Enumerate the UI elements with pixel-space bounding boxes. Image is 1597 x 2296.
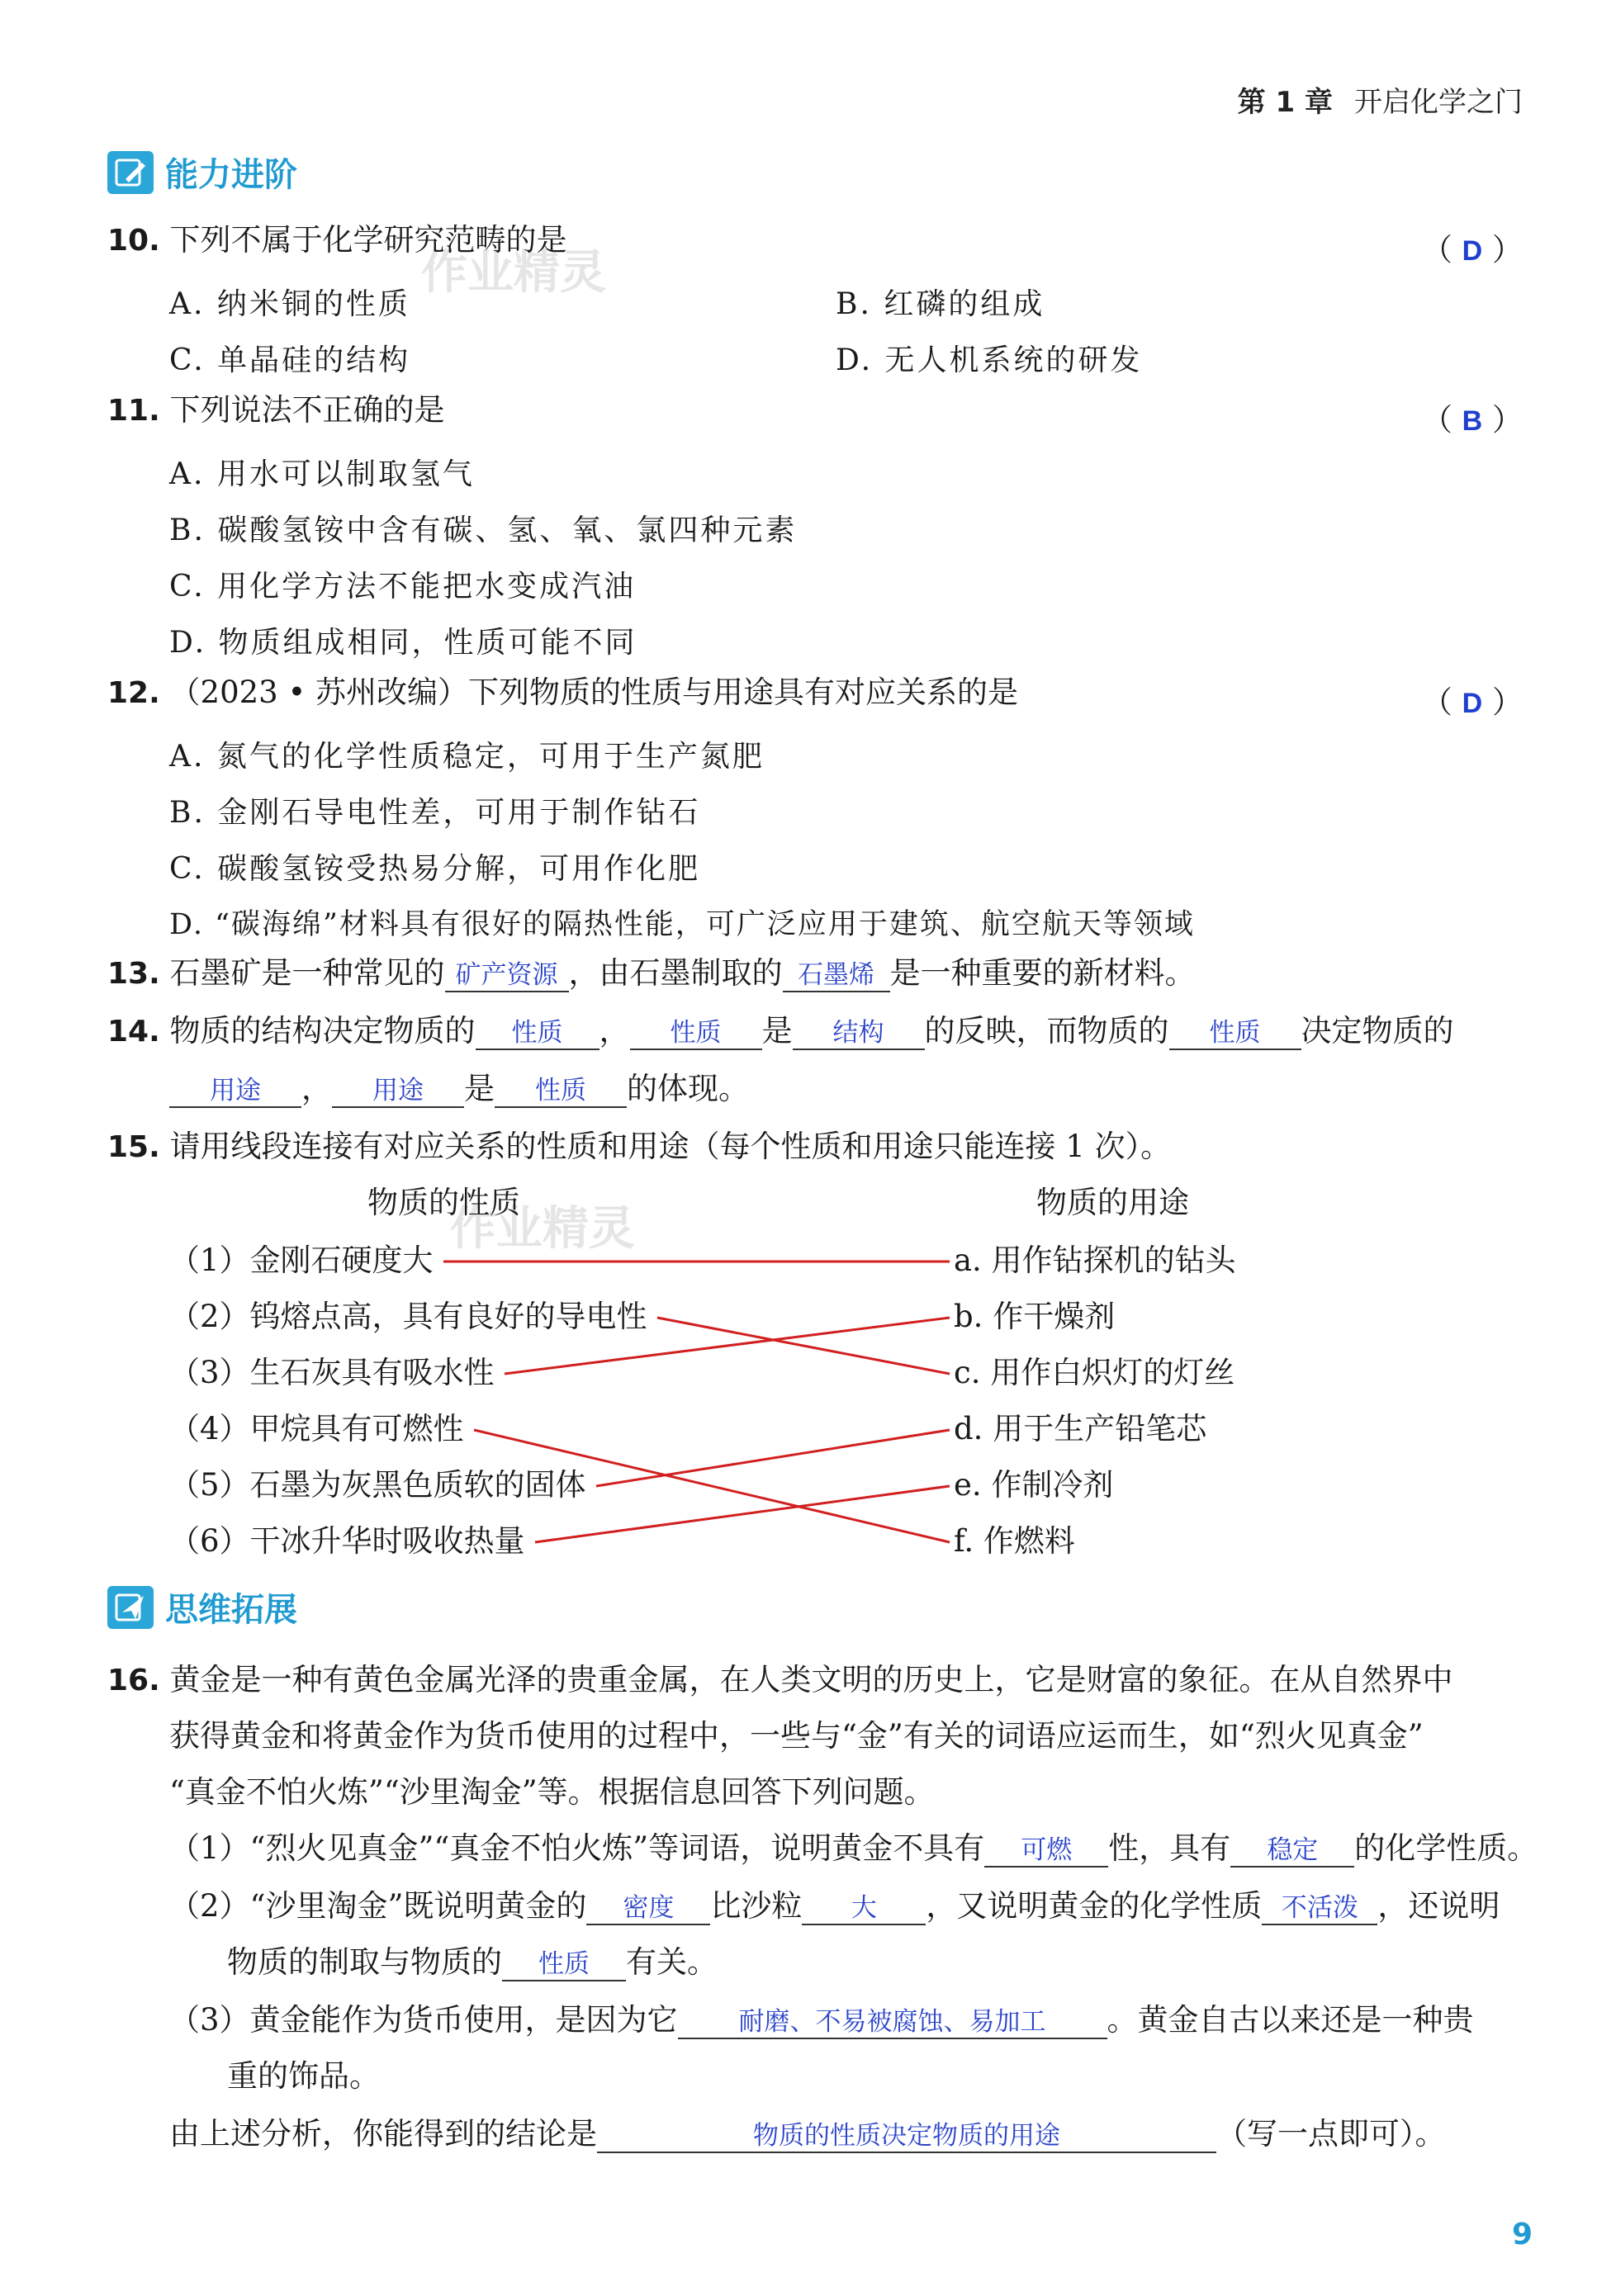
question-stem: 获得黄金和将黄金作为货币使用的过程中，一些与“金”有关的词语应运而生，如“烈火见真金” — [169, 1718, 1424, 1754]
question-number: 13. — [107, 957, 160, 991]
use-item-a: a. 用作钻探机的钻头 — [954, 1243, 1236, 1278]
text: 物质的结构决定物质的 — [169, 1013, 476, 1049]
section-title: 思维拓展 — [165, 1591, 297, 1629]
fill-blank: 结构 — [793, 1018, 925, 1050]
text: 是一种重要的新材料。 — [889, 955, 1196, 991]
property-item-4: （4）甲烷具有可燃性 — [169, 1411, 464, 1446]
sub-question-1 — [169, 1830, 1538, 1868]
question-stem: 下列不属于化学研究范畴的是 — [169, 222, 567, 258]
text: 比沙粒 — [710, 1888, 803, 1924]
option-c: C. 碳酸氢铵受热易分解，可用作化肥 — [169, 852, 701, 886]
text: 由上述分析，你能得到的结论是 — [169, 2116, 597, 2152]
text: （1）“烈火见真金”“真金不怕火炼”等词语，说明黄金不具有 — [169, 1830, 985, 1866]
option-d: D. 无人机系统的研发 — [836, 343, 1143, 377]
use-item-f: f. 作燃料 — [954, 1523, 1075, 1559]
sub-question-3 — [169, 2002, 1474, 2039]
question-stem: （2023 • 苏州改编）下列物质的性质与用途具有对应关系的是 — [169, 675, 1019, 710]
match-line-4-f — [474, 1430, 950, 1542]
text: 的反映，而物质的 — [924, 1013, 1169, 1049]
option-d: D. 物质组成相同，性质可能不同 — [169, 626, 637, 660]
text: 石墨矿是一种常见的 — [169, 955, 445, 991]
text: （写一点即可）。 — [1216, 2116, 1446, 2152]
fill-blank: 性质 — [630, 1018, 762, 1050]
fill-blank: 性质 — [495, 1076, 627, 1108]
watermark: 作业精灵 — [421, 246, 606, 300]
question-number: 16. — [107, 1664, 160, 1697]
fill-blank: 性质 — [1169, 1018, 1301, 1050]
fill-blank: 用途 — [169, 1076, 301, 1108]
option-c: C. 单晶硅的结构 — [169, 343, 411, 377]
text: （2）“沙里淘金”既说明黄金的 — [169, 1888, 587, 1924]
question-stem: 请用线段连接有对应关系的性质和用途（每个性质和用途只能连接 1 次）。 — [169, 1129, 1172, 1164]
option-d: D. “碳海绵”材料具有很好的隔热性能，可广泛应用于建筑、航空航天等领域 — [169, 908, 1195, 941]
sub-question-3-cont: 重的饰品。 — [227, 2058, 380, 2094]
text: 的体现。 — [627, 1071, 749, 1106]
question-stem: 下列说法不正确的是 — [169, 392, 445, 428]
option-a: A. 纳米铜的性质 — [169, 287, 410, 321]
option-b: B. 碳酸氢铵中含有碳、氢、氧、氯四种元素 — [169, 514, 798, 547]
fill-blank: 性质 — [476, 1018, 599, 1050]
text: ， — [301, 1071, 332, 1106]
fill-blank: 可燃 — [984, 1835, 1108, 1868]
answer-box: （ D ） — [1421, 232, 1523, 267]
text: ，还说明 — [1377, 1888, 1500, 1924]
text: 性，具有 — [1108, 1830, 1231, 1866]
text: 物质的制取与物质的 — [227, 1944, 502, 1980]
fill-blank: 性质 — [502, 1949, 626, 1981]
question-stem: “真金不怕火炼”“沙里淘金”等。根据信息回答下列问题。 — [169, 1774, 935, 1810]
answer: D — [1462, 688, 1483, 719]
question-number: 11. — [107, 394, 160, 428]
option-a: A. 氮气的化学性质稳定，可用于生产氮肥 — [169, 740, 765, 774]
property-item-6: （6）干冰升华时吸收热量 — [169, 1523, 525, 1559]
question-number: 12. — [107, 676, 160, 710]
text: 有关。 — [626, 1944, 718, 1980]
use-item-e: e. 作制冷剂 — [954, 1467, 1114, 1503]
text: ， — [599, 1013, 630, 1049]
text: ，由石墨制取的 — [568, 955, 783, 991]
text: ，又说明黄金的化学性质 — [926, 1888, 1263, 1924]
answer: B — [1462, 405, 1483, 437]
section-title: 能力进阶 — [165, 156, 297, 194]
fill-blank: 矿产资源 — [445, 960, 569, 992]
option-c: C. 用化学方法不能把水变成汽油 — [169, 570, 637, 604]
text: 的化学性质。 — [1354, 1830, 1538, 1866]
answer: D — [1462, 235, 1483, 267]
text: 是 — [464, 1071, 495, 1106]
property-item-5: （5）石墨为灰黑色质软的固体 — [169, 1467, 586, 1503]
fill-blank: 物质的性质决定物质的用途 — [597, 2121, 1216, 2153]
property-item-2: （2）钨熔点高，具有良好的导电性 — [169, 1299, 647, 1334]
sub-question-2-cont — [227, 1944, 718, 1981]
fill-blank: 耐磨、不易被腐蚀、易加工 — [678, 2007, 1107, 2039]
use-item-b: b. 作干燥剂 — [954, 1299, 1116, 1334]
watermark: 作业精灵 — [450, 1202, 635, 1256]
fill-blank: 用途 — [332, 1076, 464, 1108]
question-stem: 黄金是一种有黄色金属光泽的贵重金属，在人类文明的历史上，它是财富的象征。在从自然界中 — [169, 1662, 1453, 1697]
answer-box: （ D ） — [1421, 684, 1523, 720]
right-column-header: 物质的用途 — [1036, 1185, 1189, 1220]
text: 。黄金自古以来还是一种贵 — [1107, 2002, 1474, 2038]
use-item-c: c. 用作白炽灯的灯丝 — [954, 1355, 1235, 1390]
property-item-1: （1）金刚石硬度大 — [169, 1243, 434, 1278]
option-b: B. 金刚石导电性差，可用于制作钻石 — [169, 796, 701, 830]
match-line-5-d — [596, 1430, 950, 1486]
answer-box: （ B ） — [1421, 402, 1523, 438]
question-number: 10. — [107, 224, 160, 258]
question-number: 15. — [107, 1130, 160, 1164]
use-item-d: d. 用于生产铅笔芯 — [954, 1411, 1207, 1446]
fill-blank: 不活泼 — [1262, 1893, 1377, 1925]
fill-blank: 密度 — [586, 1893, 710, 1925]
page-number: 9 — [1511, 2218, 1533, 2251]
option-a: A. 用水可以制取氢气 — [169, 457, 475, 491]
match-line-2-c — [657, 1318, 950, 1374]
fill-blank: 稳定 — [1230, 1835, 1354, 1868]
property-item-3: （3）生石灰具有吸水性 — [169, 1355, 495, 1390]
question-number: 14. — [107, 1015, 160, 1049]
option-b: B. 红磷的组成 — [836, 287, 1045, 321]
text: 决定物质的 — [1301, 1013, 1454, 1049]
plane-icon — [107, 1586, 154, 1629]
chapter-title: 开启化学之门 — [1354, 86, 1523, 119]
left-column-header: 物质的性质 — [367, 1185, 520, 1220]
fill-blank: 大 — [802, 1893, 926, 1925]
chapter-number: 第 1 章 — [1237, 86, 1333, 119]
match-line-3-b — [505, 1318, 950, 1374]
question-16 — [107, 1664, 1453, 1696]
section-thinking — [107, 1584, 297, 1631]
text: 是 — [761, 1013, 793, 1049]
conclusion — [169, 2118, 1446, 2153]
sub-question-2 — [169, 1888, 1500, 1925]
text: （3）黄金能作为货币使用，是因为它 — [169, 2002, 678, 2038]
fill-blank: 石墨烯 — [783, 960, 890, 992]
